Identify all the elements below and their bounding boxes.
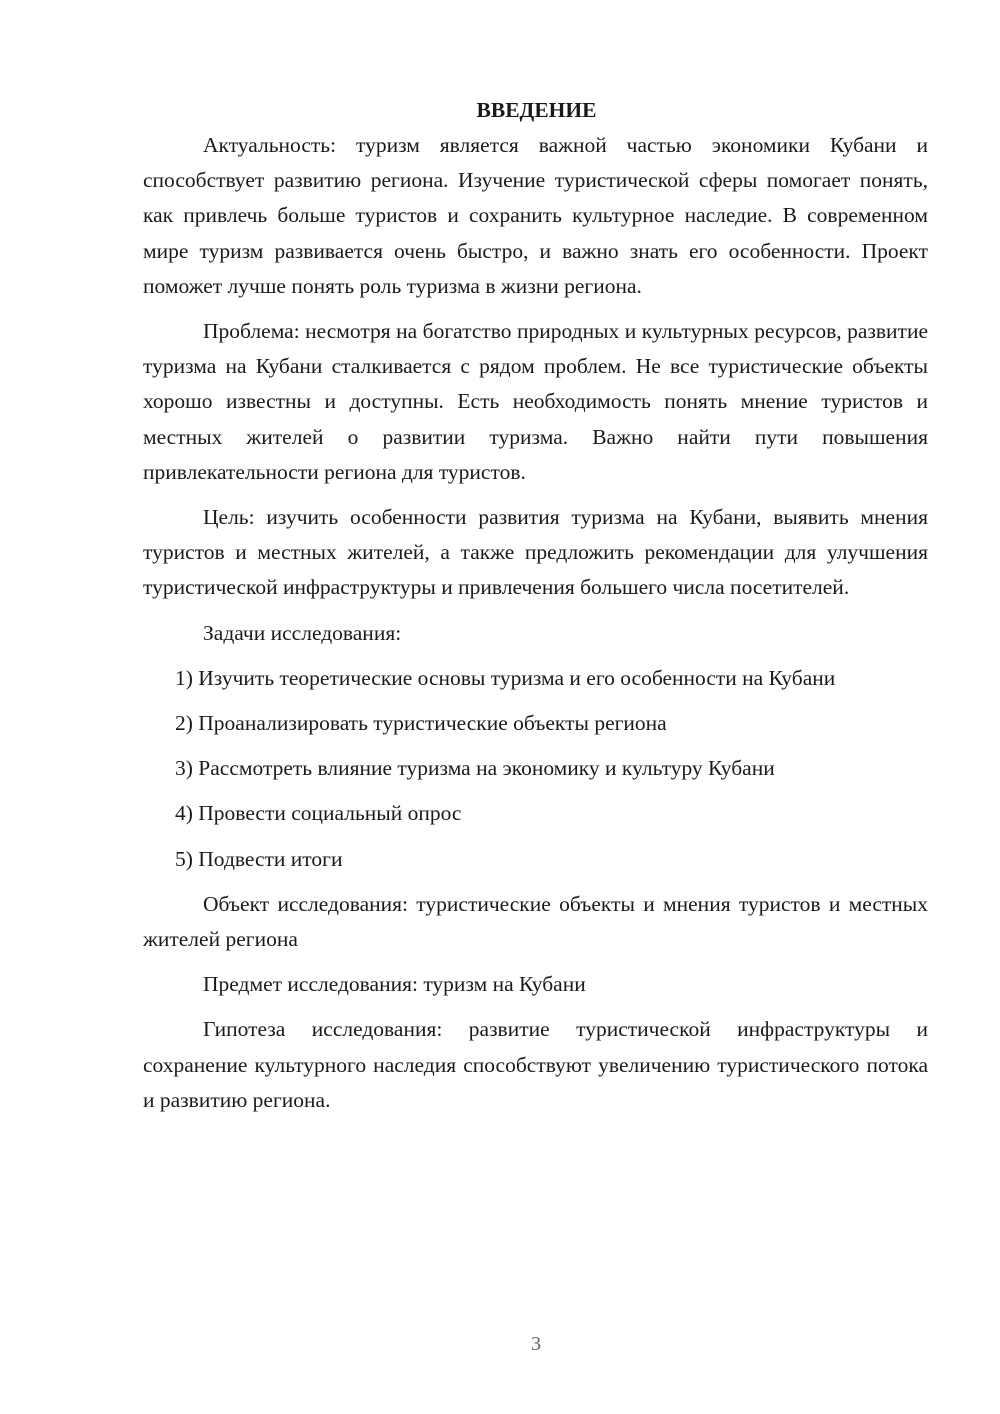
relevance-paragraph: Актуальность: туризм является важной частью экономики Кубани и способствует развитию региона. Изучение туристической сферы помогает понять, как привлечь больше туристов и сохранить культурное наследие. В современном мире туризм развивается очень быстро, и важно знать его особенности. Проект поможет лучше понять роль туризма в жизни региона. — [143, 133, 928, 298]
list-item: 2) Проанализировать туристические объекты региона — [175, 711, 667, 736]
problem-paragraph: Проблема: несмотря на богатство природных и культурных ресурсов, развитие туризма на Кубани сталкивается с рядом проблем. Не все туристические объекты хорошо известны и доступны. Есть необходимость понять мнение туристов и местных жителей о развитии туризма. Важно найти пути повышения привлекательности региона для туристов. — [143, 319, 928, 484]
goal-paragraph: Цель: изучить особенности развития туризма на Кубани, выявить мнения туристов и местных жителей, а также предложить рекомендации для улучшения туристической инфраструктуры и привлечения большего числа посетителей. — [143, 505, 928, 600]
subject-paragraph: Предмет исследования: туризм на Кубани — [203, 972, 586, 997]
list-item: 1) Изучить теоретические основы туризма и его особенности на Кубани — [175, 665, 836, 690]
document-page — [143, 93, 928, 1128]
tasks-list — [143, 661, 928, 877]
list-item: 4) Провести социальный опрос — [175, 801, 462, 826]
list-item: 5) Подвести итоги — [175, 846, 343, 871]
list-item: 3) Рассмотреть влияние туризма на экономику и культуру Кубани — [175, 756, 775, 781]
object-paragraph: Объект исследования: туристические объекты и мнения туристов и местных жителей региона — [143, 891, 928, 952]
page-number: 3 — [531, 1333, 541, 1355]
tasks-heading: Задачи исследования: — [203, 620, 402, 645]
page-title: ВВЕДЕНИЕ — [476, 98, 597, 122]
hypothesis-paragraph: Гипотеза исследования: развитие туристической инфраструктуры и сохранение культурного наследия способствуют увеличению туристического потока и развитию региона. — [143, 1017, 928, 1112]
